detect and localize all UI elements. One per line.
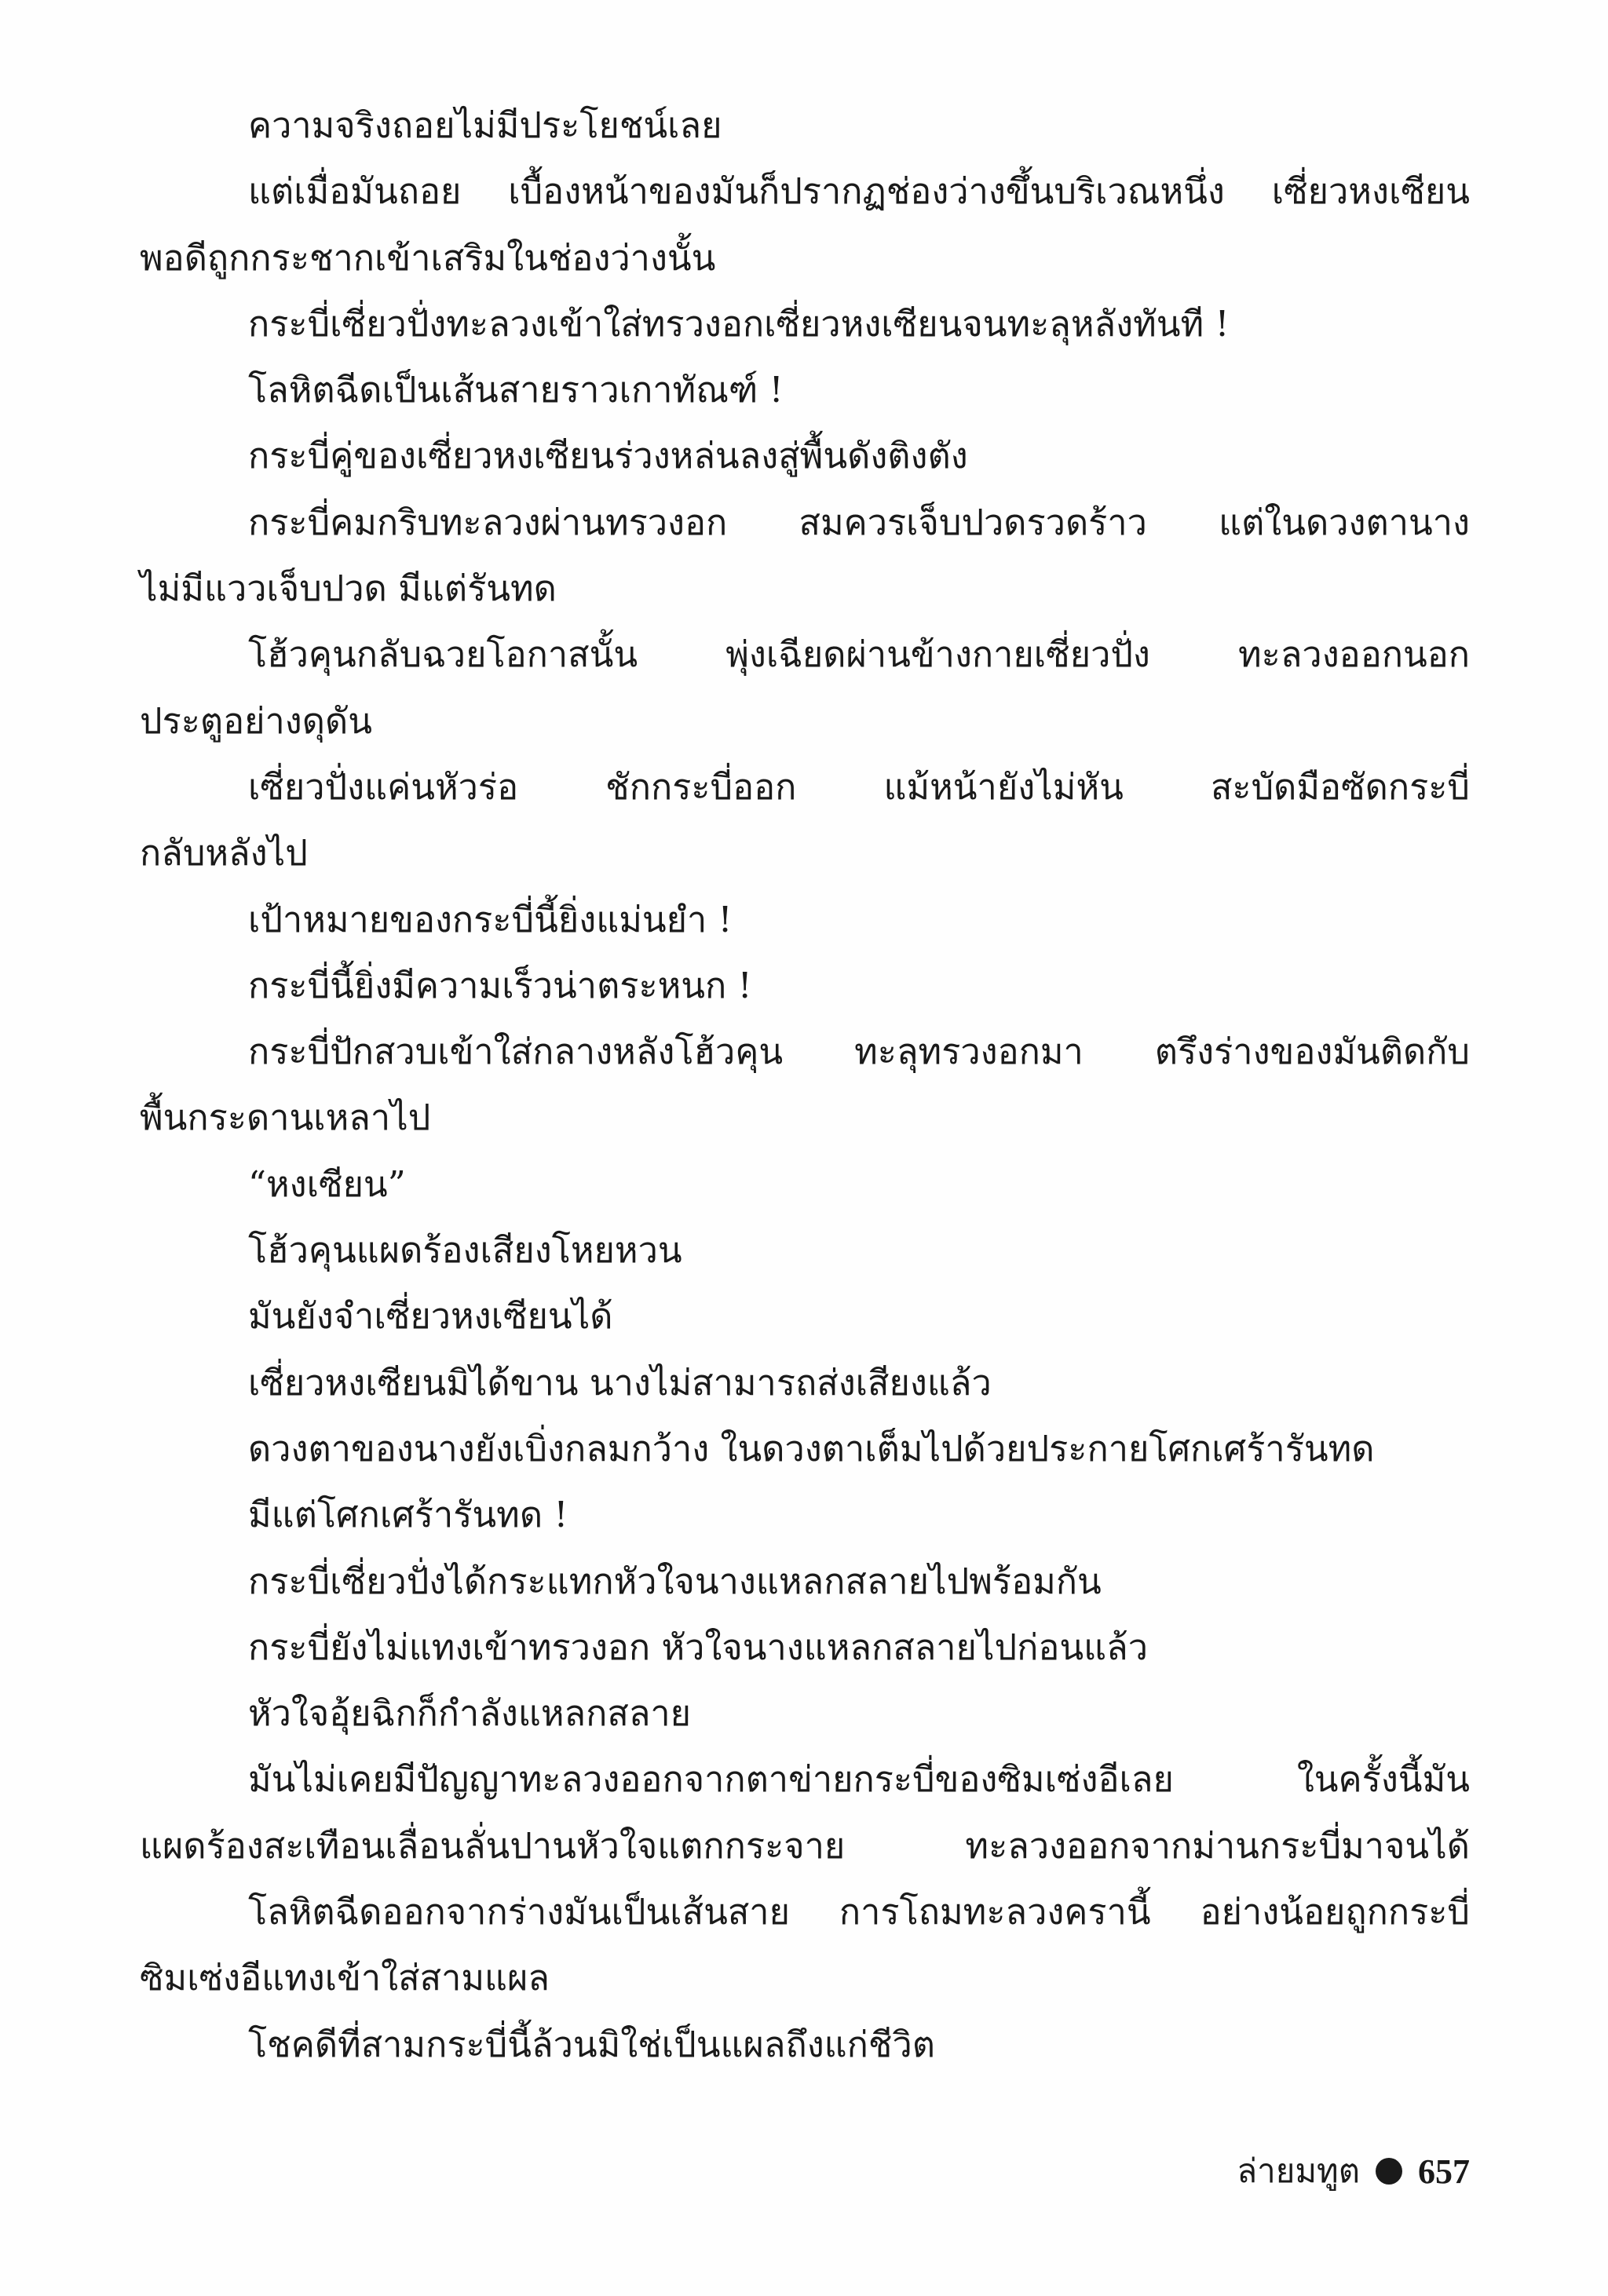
paragraph-line: “หงเซียน” <box>248 1163 406 1205</box>
paragraph-line: กระบี่เซี่ยวปั่งได้กระแทกหัวใจนางแหลกสลายไปพร้อมกัน <box>248 1560 1102 1602</box>
paragraph-line: เป้าหมายของกระบี่นี้ยิ่งแม่นยำ ! <box>248 898 733 940</box>
paragraph-line: เซี่ยวหงเซียนมิได้ขาน นางไม่สามารถส่งเสียงแล้ว <box>248 1361 992 1404</box>
paragraph-line: พื้นกระดานเหลาไป <box>140 1097 431 1139</box>
paragraph-line: ดวงตาของนางยังเบิ่งกลมกว้าง ในดวงตาเต็มไปด้วยประกายโศกเศร้ารันทด <box>248 1427 1375 1469</box>
paragraph-line: โลหิตฉีดเป็นเส้นสายราวเกาทัณฑ์ ! <box>248 369 784 411</box>
paragraph-line: ความจริงถอยไม่มีประโยชน์เลย <box>248 104 722 146</box>
bullet-icon <box>1376 2158 1402 2185</box>
page-number: 657 <box>1418 2152 1470 2191</box>
paragraph-line: มันยังจำเซี่ยวหงเซียนได้ <box>248 1295 613 1338</box>
paragraph-line: ประตูอย่างดุดัน <box>140 699 372 742</box>
paragraph-line: หัวใจอุ้ยฉิกก็กำลังแหลกสลาย <box>248 1692 692 1735</box>
paragraph-line: เซี่ยวปั่งแค่นหัวร่อ ชักกระบี่ออก แม้หน้ายังไม่หัน สะบัดมือซัดกระบี่ <box>248 765 1470 808</box>
paragraph-line: กระบี่นี้ยิ่งมีความเร็วน่าตระหนก ! <box>248 964 752 1006</box>
paragraph-line: มันไม่เคยมีปัญญาทะลวงออกจากตาข่ายกระบี่ของซิมเซ่งอีเลย ในครั้งนี้มัน <box>248 1758 1470 1801</box>
paragraph-line: โฮ้วคุนกลับฉวยโอกาสนั้น พุ่งเฉียดผ่านข้างกายเซี่ยวปั่ง ทะลวงออกนอก <box>248 633 1470 676</box>
paragraph-line: กระบี่ยังไม่แทงเข้าทรวงอก หัวใจนางแหลกสลายไปก่อนแล้ว <box>248 1626 1149 1668</box>
paragraph-line: กระบี่คมกริบทะลวงผ่านทรวงอก สมควรเจ็บปวดรวดร้าว แต่ในดวงตานาง <box>248 501 1470 543</box>
paragraph-line: โฮ้วคุนแผดร้องเสียงโหยหวน <box>248 1229 682 1272</box>
paragraph-line: แต่เมื่อมันถอย เบื้องหน้าของมันก็ปรากฏช่องว่างขึ้นบริเวณหนึ่ง เซี่ยวหงเซียน <box>248 170 1470 213</box>
book-title: ล่ายมทูต <box>1237 2152 1360 2190</box>
paragraph-line: กระบี่ปักสวบเข้าใส่กลางหลังโฮ้วคุน ทะลุทรวงอกมา ตรึงร่างของมันติดกับ <box>248 1031 1470 1073</box>
paragraph-line: กลับหลังไป <box>140 832 308 874</box>
page-footer <box>1237 2148 1470 2195</box>
paragraph-line: กระบี่เซี่ยวปั่งทะลวงเข้าใส่ทรวงอกเซี่ยวหงเซียนจนทะลุหลังทันที ! <box>248 302 1230 345</box>
paragraph-line: ไม่มีแววเจ็บปวด มีแต่รันทด <box>140 568 557 610</box>
body-text <box>140 93 1470 2078</box>
paragraph-line: มีแต่โศกเศร้ารันทด ! <box>248 1494 568 1536</box>
paragraph-line: กระบี่คู่ของเซี่ยวหงเซียนร่วงหล่นลงสู่พื้นดังติงตัง <box>248 435 968 477</box>
paragraph-line: พอดีถูกกระชากเข้าเสริมในช่องว่างนั้น <box>140 236 716 279</box>
paragraph-line: ซิมเซ่งอีแทงเข้าใส่สามแผล <box>140 1957 550 1999</box>
paragraph-line: แผดร้องสะเทือนเลื่อนลั่นปานหัวใจแตกกระจาย ทะลวงออกจากม่านกระบี่มาจนได้ <box>140 1824 1470 1867</box>
paragraph-line: โชคดีที่สามกระบี่นี้ล้วนมิใช่เป็นแผลถึงแก่ชีวิต <box>248 2023 935 2065</box>
paragraph-line: โลหิตฉีดออกจากร่างมันเป็นเส้นสาย การโถมทะลวงครานี้ อย่างน้อยถูกกระบี่ <box>248 1891 1470 1933</box>
